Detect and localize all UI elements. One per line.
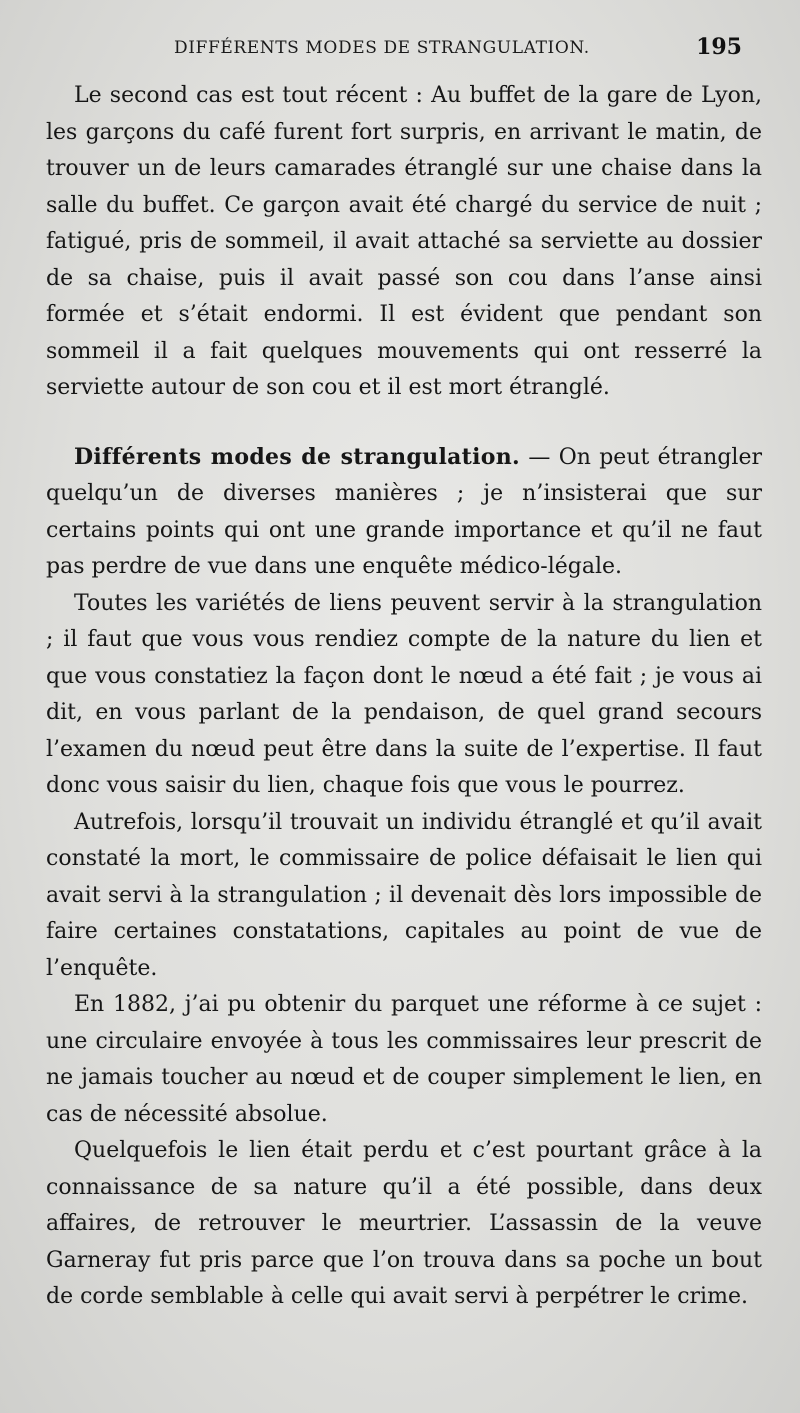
page-number: 195 [696, 34, 742, 60]
paragraph-text: Quelquefois le lien était perdu et c’est pourtant grâce à la connaissance de sa nature qu’il a été possible, dans deux affaires, de retrouver le meurtrier. L’assassin de la veuve Garneray fut pris parce que l’on trouva dans sa poche un bout de corde semblable à celle qui avait servi à perpétrer le crime. [46, 1138, 762, 1309]
paragraph-text: Le second cas est tout récent : Au buffet de la gare de Lyon, les garçons du café furent fort surpris, en arrivant le matin, de trouver un de leurs camarades étranglé sur une chaise dans la salle du buffet. Ce garçon avait été chargé du service de nuit ; fatigué, pris de sommeil, il avait attaché sa serviette au dossier de sa chaise, puis il avait passé son cou dans l’anse ainsi formée et s’était endormi. Il est évident que pendant son sommeil il a fait quelques mouvements qui ont resserré la serviette autour de son cou et il est mort étranglé. [46, 83, 762, 400]
paragraph-2 [46, 439, 762, 586]
paragraph-text: — On peut étrangler quelqu’un de diverses manières ; je n’insisterai que sur certains points qui ont une grande importance et qu’il ne faut pas perdre de vue dans une enquête médico-légale. [46, 444, 762, 579]
running-title: DIFFÉRENTS MODES DE STRANGULATION. [174, 38, 590, 58]
paragraph-5 [46, 987, 762, 1133]
paragraph-text: En 1882, j’ai pu obtenir du parquet une réforme à ce sujet : une circulaire envoyée à tous les commissaires leur prescrit de ne jamais toucher au nœud et de couper simplement le lien, en cas de nécessité absolue. [46, 992, 762, 1127]
page-header [174, 36, 742, 64]
paragraph-6 [46, 1133, 762, 1316]
paragraph-3 [46, 586, 762, 805]
paragraph-text: Toutes les variétés de liens peuvent servir à la strangulation ; il faut que vous vous rendiez compte de la nature du lien et que vous constatiez la façon dont le nœud a été fait ; je vous ai dit, en vous parlant de la pendaison, de quel grand secours l’examen du nœud peut être dans la suite de l’expertise. Il faut donc vous saisir du lien, chaque fois que vous le pourrez. [46, 590, 762, 798]
section-heading: Différents modes de strangulation. [74, 443, 521, 470]
paragraph-1 [46, 78, 762, 407]
paragraph-4 [46, 805, 762, 988]
paragraph-text: Autrefois, lorsqu’il trouvait un individu étranglé et qu’il avait constaté la mort, le commissaire de police défaisait le lien qui avait servi à la strangulation ; il devenait dès lors impossible de faire certaines constatations, capitales au point de vue de l’enquête. [46, 809, 762, 981]
page-body [46, 78, 762, 1316]
